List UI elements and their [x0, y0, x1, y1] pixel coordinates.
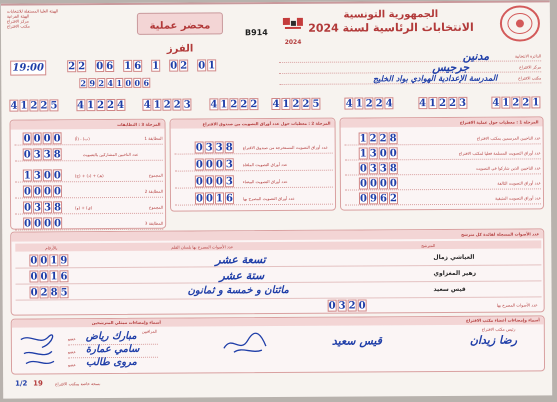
header-left-text — [7, 8, 109, 29]
code-digit: 2 — [522, 97, 530, 109]
code-digit: 2 — [365, 98, 373, 110]
republic-label: الجمهورية التونسية — [343, 9, 439, 21]
extracted-ballots-label: عدد أوراق التصويت المستخرجة من صندوق الاقتراع — [242, 144, 328, 151]
candidate-votes-words: ستة عشر — [219, 269, 265, 283]
digit: 3 — [44, 202, 52, 214]
col-words-header: عدد الأصوات المصرح بها بلسان القلم — [171, 244, 234, 250]
code-box — [209, 98, 259, 111]
code-digit: 5 — [312, 98, 320, 110]
reconciliation-3-label: المطابقة 3 — [144, 220, 164, 226]
digit: 8 — [53, 149, 61, 161]
time-box — [10, 60, 46, 75]
blank-ballots-label: عدد أوراق التصويت البيضاء — [242, 178, 288, 185]
digit: 0 — [53, 170, 61, 182]
signature-scribble — [18, 331, 58, 369]
code-digit: 2 — [375, 98, 383, 110]
digit: 0 — [195, 142, 203, 154]
reconciliation-2-label: المطابقة 2 — [144, 188, 163, 194]
code-digit: 1 — [87, 100, 95, 112]
date-digit: 6 — [134, 60, 142, 72]
digit: 0 — [389, 148, 397, 160]
participants-label: عدد الناخبين المشاركين بالتصويت — [82, 151, 139, 158]
digit: 0 — [40, 271, 48, 283]
digit: 0 — [33, 133, 41, 145]
section-candidates-title: عدد الأصوات المسجلة لفائدة كل مترشح — [461, 231, 540, 237]
section-ballot-box-title: المرحلة 2 : معطيات حول عدد أوراق التصويت من صندوق الاقتراع — [202, 120, 331, 127]
code-digit: 2 — [449, 97, 457, 109]
section-signatures — [11, 315, 545, 374]
member-role: عضو — [67, 349, 76, 355]
damaged-ballots-label: عدد أوراق التصويت التالفة — [497, 180, 541, 186]
office-value: المدرسة الإعدادية الهوادي بواد الخليج — [372, 72, 498, 84]
digit: 1 — [50, 271, 58, 283]
digit: 0 — [44, 218, 52, 230]
serial-digit: 0 — [125, 77, 132, 88]
digit: 0 — [195, 193, 204, 205]
page-counter: 1/2 — [15, 379, 28, 388]
candidate-name: زهير المغزاوي — [433, 269, 477, 278]
serial-digit: 0 — [134, 77, 141, 88]
digit: 3 — [33, 170, 41, 182]
code-digit: 4 — [210, 99, 218, 111]
header-top-stripe — [1, 0, 550, 5]
code-digit: 4 — [385, 98, 393, 110]
digit: 3 — [215, 142, 223, 154]
formula: (و) + (ي) — [75, 205, 93, 211]
digit: 0 — [24, 202, 32, 214]
digit: 6 — [379, 193, 388, 205]
section-reconciliation — [10, 119, 167, 230]
digit: 0 — [215, 159, 223, 171]
digit: 1 — [23, 170, 31, 182]
candidate-name: قيس سعيد — [433, 285, 466, 294]
digit: 0 — [33, 186, 41, 198]
center-label: مركز الاقتراع — [519, 64, 542, 70]
digit: 0 — [389, 178, 397, 190]
code-digit: 4 — [117, 99, 125, 111]
header-left-line: الهيئة الفرعية — [6, 13, 30, 19]
digit: 0 — [328, 300, 336, 312]
code-digit: 2 — [439, 97, 447, 110]
president-name: رضا زيدان — [469, 333, 518, 347]
digit: 8 — [389, 133, 397, 145]
header-left-line: الهيئة العليا المستقلة للانتخابات — [6, 8, 59, 14]
digit: 0 — [379, 148, 387, 160]
digit: 0 — [205, 176, 213, 188]
digit: 3 — [369, 163, 377, 175]
date-digit: 0 — [170, 60, 178, 72]
digit: 1 — [359, 133, 367, 145]
code-digit: 2 — [40, 100, 48, 112]
serial-digits — [79, 78, 151, 88]
member-name: سامي عمارة — [85, 343, 140, 356]
code-digit: 1 — [20, 100, 28, 112]
center-value: جرجيس — [432, 60, 470, 75]
code-digit: 4 — [492, 97, 500, 109]
total-row — [312, 298, 542, 312]
code-digit: 5 — [50, 100, 58, 112]
digit: 5 — [60, 287, 68, 299]
digit: 0 — [34, 218, 42, 230]
member-role: عضو — [67, 362, 76, 368]
date-digit: 0 — [96, 61, 104, 73]
section-voting-data — [340, 116, 545, 210]
digit: 3 — [338, 300, 346, 312]
digit: 2 — [40, 287, 48, 299]
codes-row-left — [9, 98, 259, 113]
member-name: مبارك رياض — [85, 330, 137, 343]
candidate-rep-name: قيس سعيد — [331, 334, 382, 348]
date-digit: 6 — [106, 60, 114, 73]
digit: 0 — [30, 255, 38, 267]
digit: 6 — [60, 271, 68, 283]
code-digit: 1 — [220, 99, 228, 111]
header-left-line: مركز الاقتراع — [6, 18, 29, 24]
digit: 3 — [369, 148, 377, 160]
digit: 9 — [369, 193, 378, 205]
digit: 2 — [348, 300, 356, 312]
code-digit: 4 — [143, 99, 151, 111]
official-seal — [498, 3, 542, 43]
digit: 6 — [225, 193, 234, 205]
digit: 0 — [23, 149, 31, 161]
registered-voters-label: عدد الناخبين المرسمين بمكتب الاقتراع — [476, 135, 541, 141]
member-role: عضو — [67, 336, 76, 342]
code-digit: 2 — [250, 99, 258, 111]
digit: 8 — [389, 163, 397, 175]
digit: 0 — [53, 133, 61, 145]
member-name: مروى طالب — [85, 356, 137, 369]
serial-digit: 4 — [107, 77, 114, 89]
code-digit: 1 — [282, 98, 290, 110]
date-digit: 2 — [180, 60, 188, 72]
code-digit: 1 — [429, 98, 437, 110]
digit: 0 — [215, 176, 223, 188]
identity-block — [279, 50, 541, 85]
digit: 3 — [225, 159, 233, 171]
office-label: مكتب الاقتراع — [518, 75, 542, 81]
section-reps-title: أسماء وإمضاءات ممثلي المترشحين — [91, 319, 161, 326]
ballots-received-label: عدد أوراق التصويت المسلمة فعليا لمكتب الاقتراع — [458, 150, 541, 156]
code-box — [76, 99, 126, 112]
footer-note: نسخة خاصة بمكتب الاقتراع — [55, 381, 101, 387]
code-digit: 2 — [240, 99, 248, 111]
tally-sheet — [1, 0, 552, 398]
digit: 9 — [60, 255, 68, 267]
digit: 8 — [225, 142, 233, 154]
code-digit: 2 — [97, 100, 105, 112]
digit: 0 — [43, 186, 51, 198]
code-digit: 1 — [502, 97, 510, 109]
code-digit: 4 — [272, 98, 280, 111]
code-digit: 1 — [532, 97, 540, 109]
digit: 0 — [205, 159, 213, 171]
digit: 0 — [23, 133, 31, 145]
digit: 0 — [30, 271, 38, 283]
total-votes-label: عدد الأصوات المصرح بها — [496, 302, 538, 308]
valid-ballots-label: عدد أوراق التصويت المصرح بها — [242, 195, 295, 202]
digit: 1 — [359, 148, 367, 160]
digit: 0 — [40, 255, 48, 267]
digit: 8 — [50, 287, 58, 299]
code-digit: 4 — [10, 100, 18, 112]
section-candidate-votes — [10, 228, 545, 315]
digit: 0 — [195, 159, 203, 171]
bottom-code: 19 — [33, 379, 43, 388]
digit: 0 — [53, 186, 61, 198]
digit: 3 — [225, 176, 233, 188]
time-value: 19:00 — [12, 62, 44, 74]
code-digit: 4 — [77, 100, 85, 112]
code-digit: 2 — [107, 99, 115, 112]
signature-scribble — [222, 332, 268, 356]
digit: 3 — [43, 149, 51, 161]
delegation-value: مدنين — [462, 49, 490, 63]
digit: 2 — [369, 133, 377, 145]
digit: 0 — [43, 133, 51, 145]
code-box — [345, 97, 395, 110]
date-digit: 1 — [208, 60, 216, 72]
code-digit: 2 — [292, 98, 300, 110]
col-candidate-header: المترشح — [421, 243, 436, 249]
digit: 0 — [54, 218, 62, 230]
code-digit: 3 — [183, 99, 191, 111]
codes-row-right — [271, 96, 541, 111]
code-digit: 2 — [30, 100, 38, 112]
digit: 3 — [379, 163, 387, 175]
section-signatures-title: أسماء وإمضاءات أعضاء مكتب الاقتراع — [465, 317, 540, 323]
digit: 0 — [369, 178, 377, 190]
digit: 2 — [389, 193, 398, 205]
digit: 1 — [50, 255, 58, 267]
reconciliation-1-label: المطابقة 1 — [144, 135, 163, 141]
digit: 0 — [359, 193, 368, 205]
digit: 2 — [379, 133, 387, 145]
section-ballot-box — [170, 118, 337, 212]
date-digit: 1 — [124, 60, 132, 72]
president-label: رئيس مكتب الاقتراع — [481, 326, 516, 332]
digit: 3 — [34, 202, 42, 214]
code-digit: 2 — [302, 98, 310, 110]
digit: 1 — [215, 193, 224, 205]
digit: 0 — [205, 193, 214, 205]
digit: 0 — [24, 218, 32, 230]
date-digit: 2 — [78, 61, 86, 73]
serial-digit: 2 — [80, 78, 87, 89]
page-title: الانتخابات الرئاسية لسنة 2024 — [308, 20, 474, 35]
code-box — [143, 99, 193, 112]
code-box — [271, 98, 321, 111]
header-left-line: مكتب الاقتراع — [6, 23, 30, 29]
sum-label: المجموع — [148, 172, 163, 178]
logo-year: 2024 — [284, 38, 302, 46]
code-digit: 4 — [345, 98, 353, 110]
header-title-block — [301, 9, 481, 35]
code-digit: 1 — [153, 99, 161, 111]
digit: 0 — [30, 287, 38, 299]
digit: 0 — [359, 163, 367, 175]
digit: 3 — [33, 149, 41, 161]
code-digit: 3 — [459, 97, 467, 109]
remaining-ballots-label: عدد أوراق التصويت المتبقية — [495, 195, 542, 201]
candidate-name: العياشي زمال — [433, 253, 475, 262]
serial-digit: 9 — [89, 78, 96, 89]
digit: 0 — [195, 176, 203, 188]
void-ballots-label: عدد أوراق التصويت الملغاة — [242, 161, 288, 168]
footer — [11, 374, 545, 393]
date-digit: 1 — [152, 60, 160, 72]
code-digit: 2 — [163, 99, 171, 111]
date-digit: 0 — [198, 60, 206, 72]
delegation-label: الدائرة الانتخابية — [514, 53, 542, 59]
code-digit: 2 — [230, 99, 238, 111]
digit: 3 — [205, 142, 213, 154]
document-stamp — [137, 12, 223, 55]
code-box — [491, 96, 541, 109]
code-box — [418, 97, 468, 110]
digit: 0 — [358, 300, 366, 312]
candidate-votes-words: تسعة عشر — [215, 253, 266, 267]
code-digit: 2 — [512, 97, 520, 109]
section-reconciliation-title: المرحلة 3 : التطابقات — [117, 121, 161, 127]
date-digits — [67, 59, 217, 72]
digit: 0 — [23, 186, 31, 198]
digit: 0 — [379, 178, 387, 190]
participating-voters-label: عدد الناخبين الذين شاركوا في التصويت — [475, 165, 541, 171]
observers-label: المراقبين — [141, 328, 158, 334]
code-digit: 1 — [355, 98, 363, 110]
digit: 0 — [359, 178, 367, 190]
section-voting-title: المرحلة 1 : معطيات حول عملية الاقتراع — [459, 119, 539, 125]
serial-digit: 6 — [143, 77, 150, 88]
digit: 0 — [43, 170, 51, 182]
code-box — [9, 99, 59, 112]
formula: (ج) + (د) + (هـ) — [74, 173, 104, 179]
sum-label: المجموع — [149, 204, 164, 210]
serial-digit: 2 — [98, 78, 105, 89]
form-code: B914 — [244, 28, 268, 38]
code-digit: 4 — [419, 98, 427, 110]
candidate-votes-words: مائتان و خمسة و ثمانون — [187, 284, 289, 297]
serial-digit: 1 — [116, 77, 123, 88]
date-digit: 2 — [68, 61, 76, 73]
code-digit: 2 — [173, 99, 181, 111]
col-digits-header: بالأرقام — [45, 245, 58, 251]
formula: (أ) - (ب) — [74, 136, 90, 142]
digit: 8 — [54, 202, 62, 214]
document-stamp-label: محضر عملية الفرز — [149, 20, 211, 55]
